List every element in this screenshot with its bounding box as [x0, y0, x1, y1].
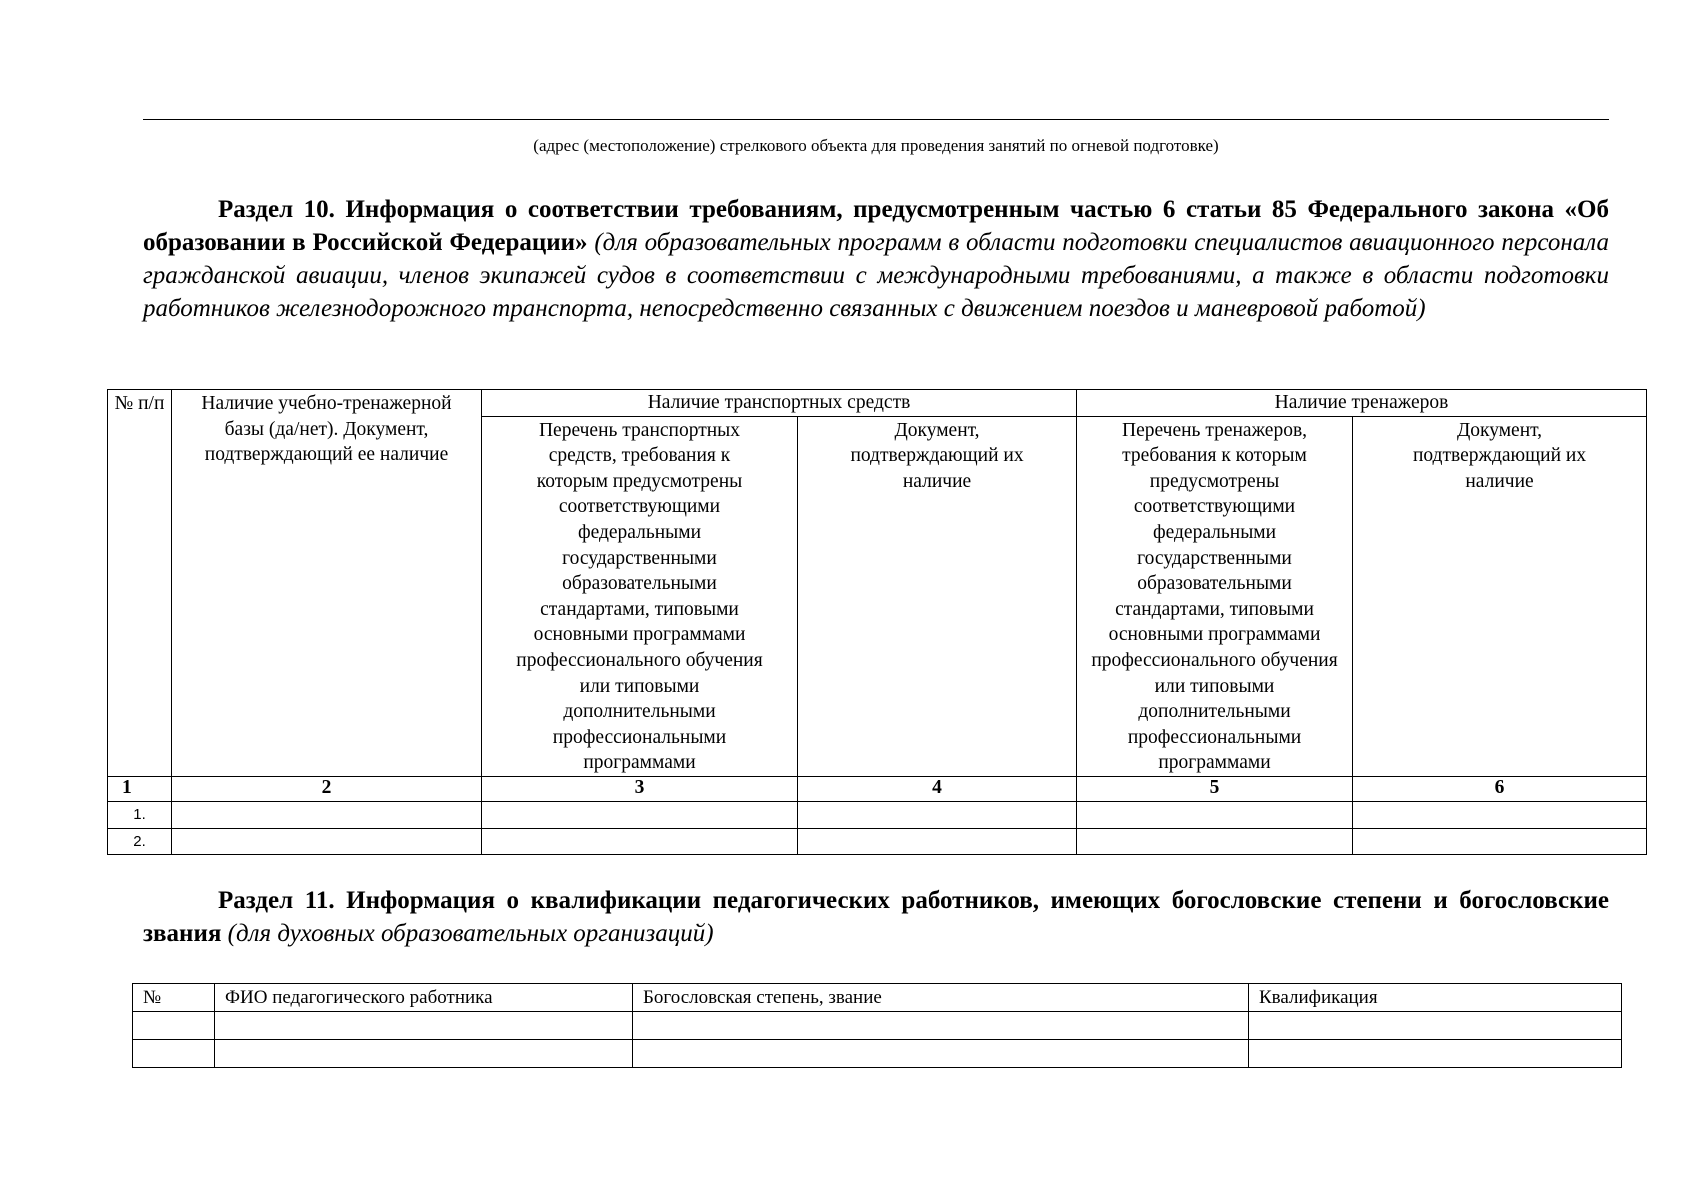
column-number: 3 [482, 776, 798, 801]
address-underline [143, 119, 1609, 120]
header-transport-list: Перечень транспортных средств, требования к которым предусмотрены соответствующими федеральными государственными образовательными стандартами, типовыми основными программами профессионального обучения или типовыми дополнительными профессиональными программами [482, 416, 798, 776]
section-11-table [132, 983, 1622, 1068]
section-11-note: (для духовных образовательных организаций) [227, 920, 714, 947]
header-training-base: Наличие учебно-тренажерной базы (да/нет). Документ, подтверждающий ее наличие [172, 390, 482, 777]
section-10-heading [143, 193, 1609, 325]
column-number: 2 [172, 776, 482, 801]
header-transport-group: Наличие транспортных средств [482, 390, 1077, 417]
row-index: 2. [108, 828, 172, 855]
header-teacher-name: ФИО педагогического работника [215, 984, 633, 1012]
header-no: № [133, 984, 215, 1012]
header-theological-degree: Богословская степень, звание [633, 984, 1249, 1012]
section-10-table [107, 389, 1647, 855]
table-cell [1353, 828, 1647, 855]
table-cell [482, 801, 798, 828]
column-number: 1 [108, 776, 172, 801]
table-cell [215, 1012, 633, 1040]
table-cell [633, 1040, 1249, 1068]
header-simulators-doc: Документ, подтверждающий их наличие [1353, 416, 1647, 776]
table-cell [1353, 801, 1647, 828]
table-row [108, 801, 1647, 828]
row-index: 1. [108, 801, 172, 828]
section-10-note: (для образовательных программ в области подготовки специалистов авиационного персонала гражданской авиации, членов экипажей судов в соответствии с международными требованиями, а также в области подготовки работников железнодорожного транспорта, непосредственно связанных с движением поездов и маневровой работой) [143, 229, 1609, 322]
table-cell [1249, 1012, 1622, 1040]
column-number: 5 [1077, 776, 1353, 801]
table-cell [1077, 801, 1353, 828]
column-number: 6 [1353, 776, 1647, 801]
table-row [108, 828, 1647, 855]
table-cell [133, 1012, 215, 1040]
address-caption: (адрес (местоположение) стрелкового объекта для проведения занятий по огневой подготовке) [533, 136, 1219, 155]
table-cell [798, 801, 1077, 828]
table-cell [798, 828, 1077, 855]
column-number: 4 [798, 776, 1077, 801]
table-cell [1077, 828, 1353, 855]
header-simulators-list: Перечень тренажеров, требования к которым предусмотрены соответствующими федеральными государственными образовательными стандартами, типовыми основными программами профессионального обучения или типовыми дополнительными профессиональными программами [1077, 416, 1353, 776]
section-11-title: Раздел 11. Информация о квалификации педагогических работников, имеющих богословские степени и богословские звания [143, 887, 1609, 947]
header-qualification: Квалификация [1249, 984, 1622, 1012]
table-cell [172, 801, 482, 828]
table-row [133, 1040, 1622, 1068]
section-11-heading [143, 884, 1609, 950]
table-cell [133, 1040, 215, 1068]
table-row [133, 1012, 1622, 1040]
table-cell [172, 828, 482, 855]
table-cell [1249, 1040, 1622, 1068]
table-cell [633, 1012, 1249, 1040]
section-10-title: Раздел 10. Информация о соответствии требованиям, предусмотренным частью 6 статьи 85 Федерального закона «Об образовании в Российской Федерации» [143, 196, 1609, 256]
table-cell [482, 828, 798, 855]
header-no: № п/п [108, 390, 172, 777]
header-simulators-group: Наличие тренажеров [1077, 390, 1647, 417]
header-transport-doc: Документ, подтверждающий их наличие [798, 416, 1077, 776]
table-cell [215, 1040, 633, 1068]
